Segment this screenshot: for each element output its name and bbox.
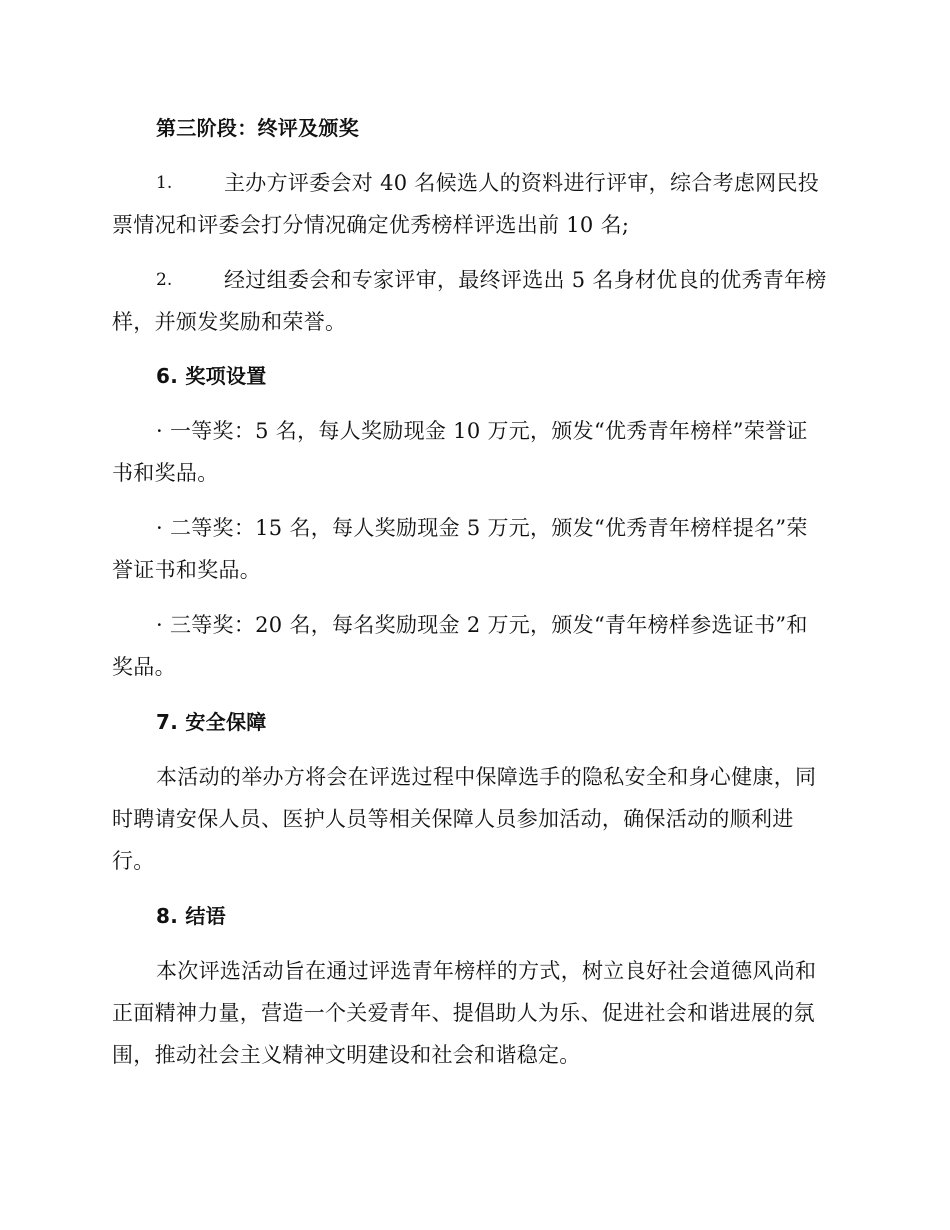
item1-line1: 主办方评委会对 40 名候选人的资料进行评审，综合考虑网民投 [224, 171, 820, 195]
safety-line3: 行。 [112, 849, 155, 873]
prize1-line1: · 一等奖：5 名，每人奖励现金 10 万元，颁发“优秀青年榜样”荣誉证 [156, 419, 808, 443]
prize2-line2: 誉证书和奖品。 [112, 558, 262, 582]
conclusion-line3: 围，推动社会主义精神文明建设和社会和谐稳定。 [112, 1043, 581, 1067]
stage3-heading: 第三阶段：终评及颁奖 [156, 116, 359, 140]
prize3-line1: · 三等奖：20 名，每名奖励现金 2 万元，颁发“青年榜样参选证书”和 [156, 613, 808, 637]
prize1-line2: 书和奖品。 [112, 461, 219, 485]
item1-line2: 票情况和评委会打分情况确定优秀榜样评选出前 10 名; [112, 213, 630, 237]
item2-line2: 样，并颁发奖励和荣誉。 [112, 310, 347, 334]
prize2-line1: · 二等奖：15 名，每人奖励现金 5 万元，颁发“优秀青年榜样提名”荣 [156, 516, 808, 540]
section7-heading: 7. 安全保障 [156, 710, 267, 734]
safety-line1: 本活动的举办方将会在评选过程中保障选手的隐私安全和身心健康，同 [156, 765, 817, 789]
conclusion-line1: 本次评选活动旨在通过评选青年榜样的方式，树立良好社会道德风尚和 [156, 959, 817, 983]
item2-number: 2. [156, 270, 173, 290]
conclusion-line2: 正面精神力量，营造一个关爱青年、提倡助人为乐、促进社会和谐进展的氛 [112, 1001, 815, 1025]
section8-heading: 8. 结语 [156, 904, 226, 928]
item2-line1: 经过组委会和专家评审，最终评选出 5 名身材优良的优秀青年榜 [224, 268, 827, 292]
prize3-line2: 奖品。 [112, 655, 176, 679]
safety-line2: 时聘请安保人员、医护人员等相关保障人员参加活动，确保活动的顺利进 [112, 807, 794, 831]
item1-number: 1. [156, 173, 173, 193]
section6-heading: 6. 奖项设置 [156, 364, 267, 388]
